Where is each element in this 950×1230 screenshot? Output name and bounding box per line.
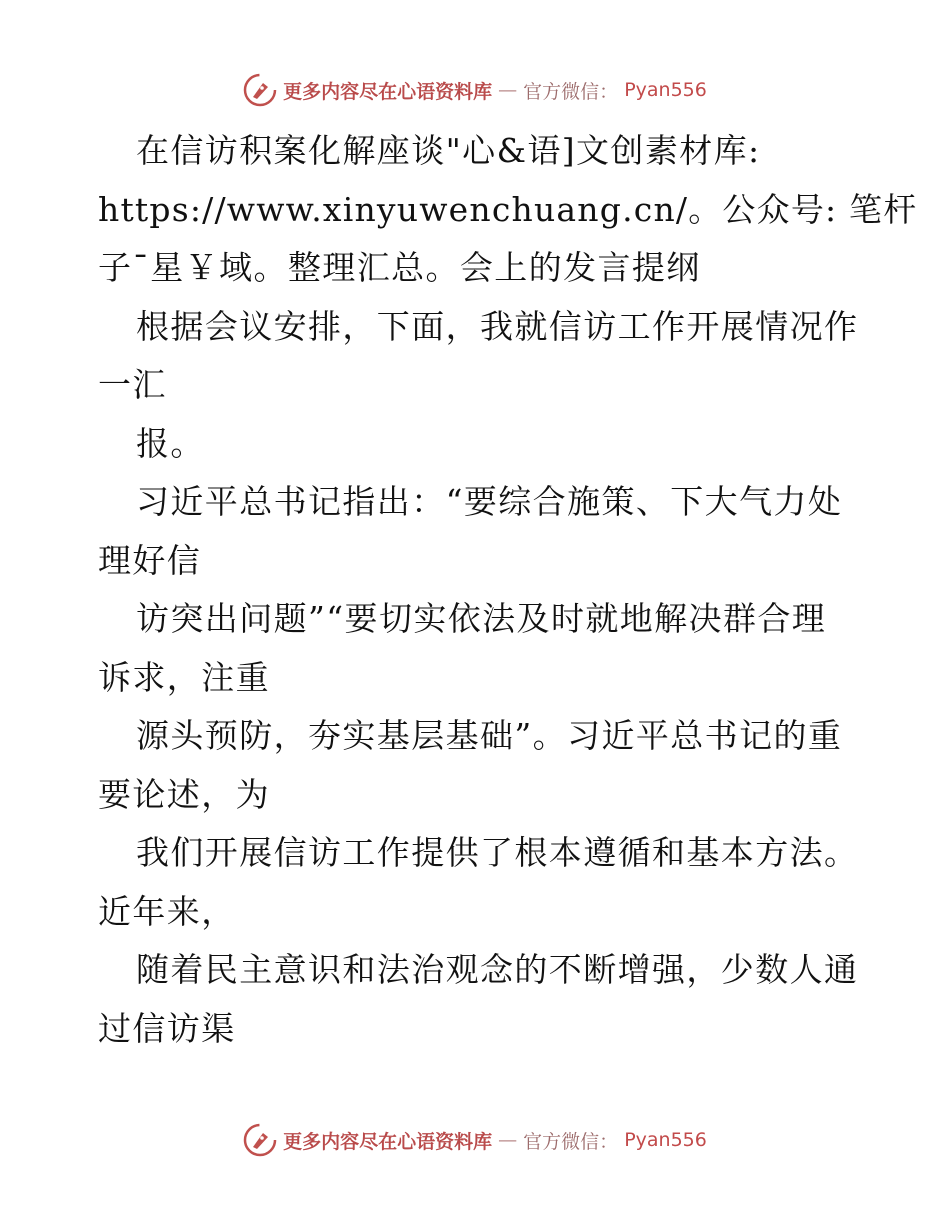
- pen-nib-logo-icon: [243, 73, 277, 107]
- body-line: 诉求，注重: [98, 657, 270, 697]
- body-line: 根据会议安排，下面，我就信访工作开展情况作: [136, 306, 859, 346]
- body-line: 我们开展信访工作提供了根本遵循和基本方法。: [136, 833, 859, 872]
- watermark-wechat-id: Pyan556: [624, 79, 707, 101]
- body-line: 理好信: [98, 540, 202, 580]
- body-line: 随着民主意识和法治观念的不断增强，少数人通: [136, 950, 859, 989]
- watermark-wechat-id: Pyan556: [624, 1129, 707, 1151]
- body-line: 过信访渠: [98, 1008, 236, 1048]
- body-line: 一汇: [98, 365, 167, 404]
- body-line: 要论述，为: [98, 774, 270, 814]
- header-watermark: [0, 70, 950, 110]
- watermark-separator: —: [498, 79, 518, 101]
- footer-watermark: [0, 1120, 950, 1160]
- body-line: 习近平总书记指出：“要综合施策、下大气力处: [136, 482, 843, 521]
- body-line: 子¯星￥域。整理汇总。会上的发言提纲: [98, 248, 701, 287]
- watermark-label: 官方微信：: [523, 1130, 619, 1153]
- body-line: 近年来，: [98, 891, 236, 931]
- body-line: 报。: [136, 423, 205, 463]
- watermark-main-text: 更多内容尽在心语资料库: [283, 1130, 493, 1153]
- body-line: 访突出问题”“要切实依法及时就地解决群合理: [136, 599, 827, 638]
- body-line: 在信访积案化解座谈"心&语]文创素材库:: [136, 131, 761, 170]
- watermark-separator: —: [498, 1129, 518, 1151]
- body-line: 源头预防，夯实基层基础”。习近平总书记的重: [136, 716, 843, 755]
- watermark-main-text: 更多内容尽在心语资料库: [283, 80, 493, 103]
- document-body: [98, 122, 918, 1058]
- pen-nib-logo-icon: [243, 1123, 277, 1157]
- body-line: https://www.xinyuwenchuang.cn/。公众号: 笔杆: [98, 189, 918, 229]
- watermark-label: 官方微信：: [523, 80, 619, 103]
